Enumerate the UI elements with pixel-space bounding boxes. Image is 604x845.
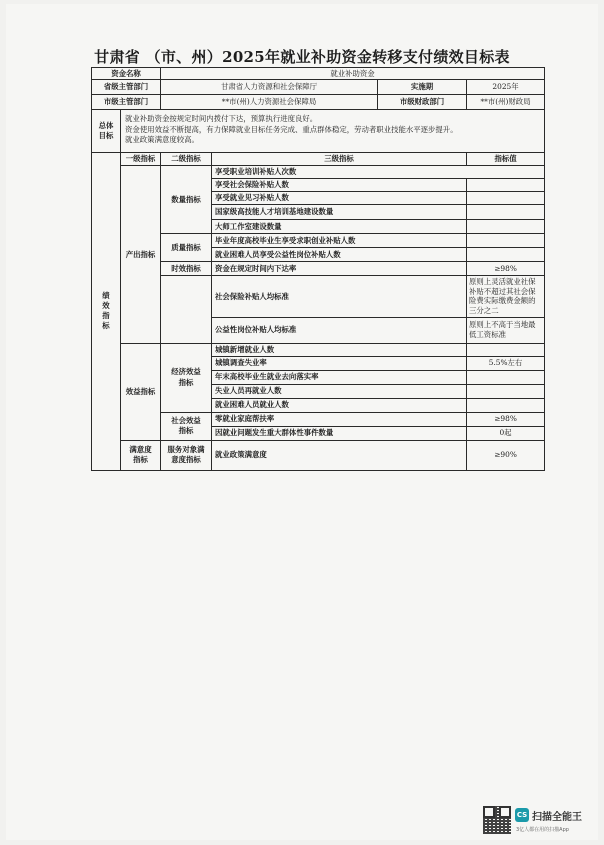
indicator-value [467, 398, 545, 412]
indicator-value [467, 384, 545, 398]
province-dept-label: 省级主管部门 [92, 80, 161, 95]
indicator-value: ≥90% [467, 440, 545, 470]
indicator-header-row [92, 153, 545, 166]
col-level2-header: 二级指标 [161, 153, 212, 166]
scanner-tagline: 3亿人都在用的扫描App [516, 827, 569, 833]
indicator-value [467, 248, 545, 262]
quality-indicator-label: 质量指标 [161, 234, 212, 262]
indicator-name: 城镇调查失业率 [212, 356, 467, 370]
overall-goal-row [92, 110, 545, 153]
indicator-name: 失业人员再就业人数 [212, 384, 467, 398]
city-dept-label: 市级主管部门 [92, 95, 161, 110]
indicator-name: 享受就业见习补贴人数 [212, 192, 467, 205]
header-row-fund [92, 68, 545, 80]
indicator-name: 大师工作室建设数量 [212, 220, 467, 234]
overall-goal-text [121, 110, 545, 153]
indicator-value: 原则上不高于当地最低工资标准 [467, 317, 545, 343]
indicator-name: 因就业问题发生重大群体性事件数量 [212, 426, 467, 440]
quantity-indicator-label: 数量指标 [161, 166, 212, 234]
indicator-name: 享受职业培训补贴人次数 [212, 166, 545, 179]
header-row-province [92, 80, 545, 95]
camscanner-logo-icon: CS [515, 808, 529, 822]
satisfaction-indicator-label: 满意度指标 [121, 440, 161, 470]
table-row [92, 343, 545, 356]
output-indicator-label: 产出指标 [121, 166, 161, 344]
col-level1-header: 一级指标 [121, 153, 161, 166]
indicator-value: 原则上灵活就业社保补贴不超过其社会保险费实际缴费金额的三分之二 [467, 276, 545, 318]
social-benefit-label: 社会效益指标 [161, 412, 212, 440]
indicator-name: 社会保险补贴人均标准 [212, 276, 467, 318]
document-title: 甘肃省 （市、州）2025年就业补助资金转移支付绩效目标表 [94, 48, 510, 66]
indicator-value: ≥98% [467, 412, 545, 426]
indicator-value [467, 179, 545, 192]
indicator-value [467, 370, 545, 384]
indicator-name: 就业困难人员享受公益性岗位补贴人数 [212, 248, 467, 262]
col-value-header: 指标值 [467, 153, 545, 166]
economic-benefit-label: 经济效益指标 [161, 343, 212, 412]
indicator-name: 年末高校毕业生就业去向落实率 [212, 370, 467, 384]
col-level3-header: 三级指标 [212, 153, 467, 166]
header-row-city [92, 95, 545, 110]
fund-name-label: 资金名称 [92, 68, 161, 80]
indicator-value: 0起 [467, 426, 545, 440]
indicator-value: 5.5%左右 [467, 356, 545, 370]
indicator-name: 毕业年度高校毕业生享受求职创业补贴人数 [212, 234, 467, 248]
indicator-section-label: 绩效指标 [92, 153, 121, 471]
service-satisfaction-label: 服务对象满意度指标 [161, 440, 212, 470]
performance-target-table [91, 67, 545, 471]
table-row [92, 440, 545, 470]
overall-goal-line: 就业政策满意度较高。 [125, 135, 199, 145]
period-label: 实施期 [378, 80, 467, 95]
scanner-watermark [483, 804, 595, 840]
city-dept-value: **市(州)人力资源社会保障局 [161, 95, 378, 110]
indicator-name: 零就业家庭帮扶率 [212, 412, 467, 426]
city-finance-value: **市(州)财政局 [467, 95, 545, 110]
province-dept-value: 甘肃省人力资源和社会保障厅 [161, 80, 378, 95]
indicator-name: 资金在规定时间内下达率 [212, 262, 467, 276]
indicator-value [467, 234, 545, 248]
indicator-value [467, 192, 545, 205]
indicator-name: 公益性岗位补贴人均标准 [212, 317, 467, 343]
benefit-indicator-label: 效益指标 [121, 343, 161, 440]
indicator-value: ≥98% [467, 262, 545, 276]
indicator-value [467, 205, 545, 220]
table-row [92, 166, 545, 179]
indicator-value [467, 220, 545, 234]
cost-indicator-label [161, 276, 212, 344]
scanner-app-name: 扫描全能王 [532, 812, 582, 823]
indicator-name: 城镇新增就业人数 [212, 343, 467, 356]
indicator-name: 享受社会保险补贴人数 [212, 179, 467, 192]
indicator-name: 国家级高技能人才培训基地建设数量 [212, 205, 467, 220]
period-value: 2025年 [467, 80, 545, 95]
indicator-value [467, 343, 545, 356]
qr-code-icon [483, 806, 511, 834]
overall-goal-label: 总体目标 [92, 110, 121, 153]
indicator-name: 就业困难人员就业人数 [212, 398, 467, 412]
overall-goal-line: 资金使用效益不断提高，有力保障就业目标任务完成、重点群体稳定，劳动者职业技能水平逐步提升。 [125, 124, 458, 134]
indicator-name: 就业政策满意度 [212, 440, 467, 470]
overall-goal-line: 就业补助资金按规定时间内拨付下达，预算执行进度良好。 [125, 114, 318, 123]
fund-name-value: 就业补助资金 [161, 68, 545, 80]
timeliness-indicator-label: 时效指标 [161, 262, 212, 276]
city-finance-label: 市级财政部门 [378, 95, 467, 110]
